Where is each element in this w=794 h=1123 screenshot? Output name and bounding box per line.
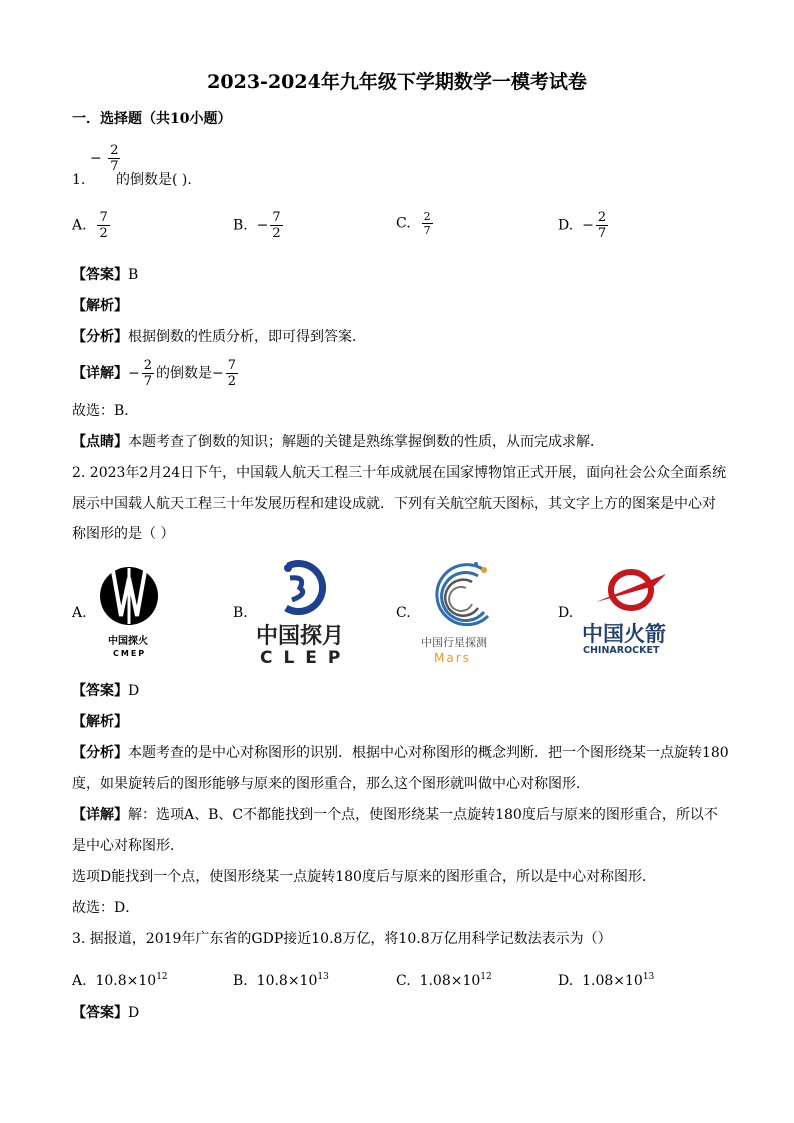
q2-fenxi-line1: 【分析】本题考查的是中心对称图形的识别．根据中心对称图形的概念判断．把一个图形绕某一点旋转180 [72, 745, 729, 761]
mars-logo-en: Mars [434, 651, 471, 665]
q2-xiangjie-line2: 是中心对称图形． [72, 838, 184, 854]
q1-option-d: D. − $\frac{2}{7}$ [558, 210, 607, 241]
q1-stem-fraction: − $\frac{2}{7}$ [90, 143, 119, 174]
clep-logo-cn: 中国探月 [256, 624, 345, 649]
q3-option-a: A. $10.8\times 10^{12}$ [72, 972, 168, 989]
cmep-logo-en: CMEP [113, 649, 147, 658]
cmep-logo-icon [98, 566, 160, 630]
q3-option-c: C. $1.08\times 10^{12}$ [396, 972, 492, 989]
clep-logo-en: CLEP [260, 648, 352, 668]
q2-xiangjie-line1: 【详解】解：选项A、B、C不都能找到一个点，使图形绕某一点旋转180度后与原来的图形重合，所以不 [72, 807, 718, 823]
q3-option-d: D. $1.08\times 10^{13}$ [558, 972, 655, 989]
mars-logo-cn: 中国行星探测 [421, 636, 487, 649]
q2-xiangjie-line3: 选项D能找到一个点，使图形绕某一点旋转180度后与原来的图形重合，所以是中心对称图形． [72, 869, 656, 885]
q1-jiexi: 【解析】 [72, 298, 128, 314]
q3-answer: 【答案】D [72, 1005, 140, 1021]
q2-fenxi-line2: 度，如果旋转后的图形能够与原来的图形重合，那么这个图形就叫做中心对称图形． [72, 776, 590, 792]
q1-stem-text: 的倒数是( ). [116, 172, 192, 188]
q1-answer: 【答案】B [72, 267, 139, 283]
q1-option-b: B. − $\frac{7}{2}$ [233, 210, 281, 241]
q1-xiangjie: 【详解】− $\frac{2}{7}$ 的倒数是− $\frac{7}{2}$ [72, 358, 237, 389]
q2-stem-line1: 2. 2023年2月24日下午，中国载人航天工程三十年成就展在国家博物馆正式开展，面向社会公众全面系统 [72, 465, 727, 481]
q1-option-c: C. $\frac{2}{7}$ [396, 210, 431, 237]
q1-guxuan: 故选：B． [72, 403, 139, 419]
page-title: 2023-2024年九年级下学期数学一模考试卷 [207, 71, 587, 93]
china-rocket-logo-cn: 中国火箭 [582, 622, 666, 646]
q2-option-d-label: D. [558, 605, 574, 621]
q2-option-c-label: C. [396, 605, 411, 621]
q2-stem-line2: 展示中国载人航天工程三十年发展历程和建设成就．下列有关航空航天图标，其文字上方的图案是中心对 [72, 496, 716, 512]
q2-option-b-label: B. [233, 605, 248, 621]
q2-answer: 【答案】D [72, 683, 140, 699]
mars-logo-icon [428, 560, 494, 634]
q3-option-b: B. $10.8\times 10^{13}$ [233, 972, 329, 989]
q1-dianjing: 【点睛】本题考查了倒数的知识；解题的关键是熟练掌握倒数的性质，从而完成求解． [72, 434, 604, 450]
q2-jiexi: 【解析】 [72, 714, 128, 730]
q2-stem-line3: 称图形的是（ ） [72, 526, 175, 542]
q3-stem: 3. 据报道，2019年广东省的GDP接近10.8万亿，将10.8万亿用科学记数法表示为（） [72, 931, 612, 947]
q1-fenxi: 【分析】根据倒数的性质分析，即可得到答案． [72, 329, 366, 345]
q2-guxuan: 故选：D． [72, 900, 140, 916]
q1-number: 1. [72, 172, 86, 188]
china-rocket-logo-en: CHINAROCKET [583, 645, 660, 656]
china-rocket-logo-icon [594, 568, 668, 612]
section-heading: 一．选择题（共10小题） [72, 111, 232, 127]
cmep-logo-cn: 中国探火 [108, 636, 148, 647]
q1-option-a: A. $\frac{7}{2}$ [72, 210, 108, 241]
clep-logo-icon [278, 560, 328, 616]
q2-option-a-label: A. [72, 605, 87, 621]
